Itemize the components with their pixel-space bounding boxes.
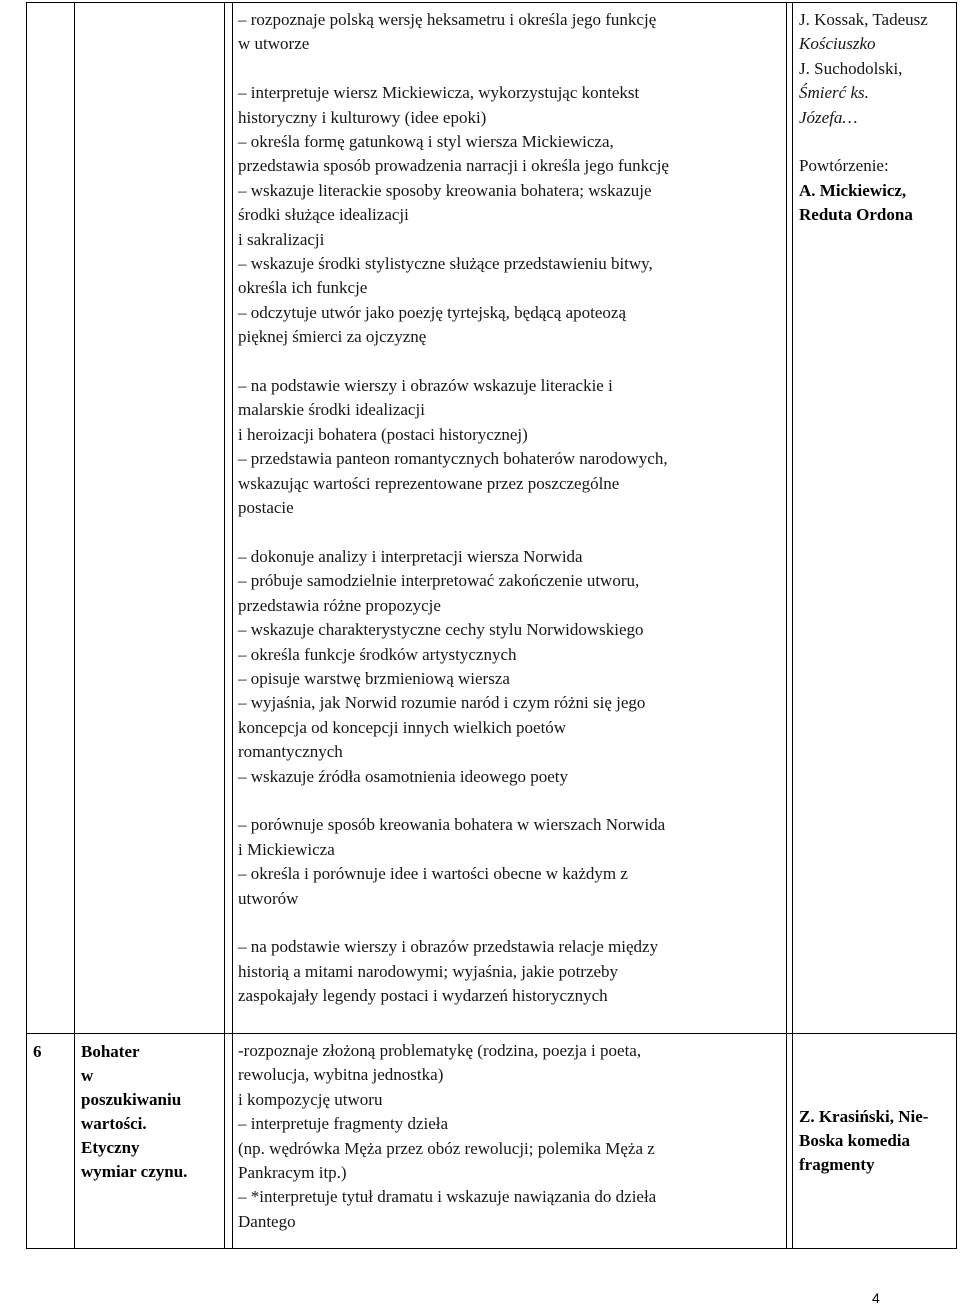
text-reference-title: Kościuszko bbox=[799, 34, 876, 54]
topic-line: w bbox=[81, 1065, 94, 1085]
learning-outcomes-cell bbox=[233, 1033, 787, 1248]
number-cell bbox=[27, 3, 75, 1034]
topic-line: poszukiwaniu bbox=[81, 1089, 182, 1109]
topic-line: wartości. bbox=[81, 1113, 147, 1133]
text-reference: J. Suchodolski, bbox=[799, 58, 903, 78]
text-reference: Z. Krasiński, Nie- bbox=[799, 1106, 929, 1126]
outcome-line: -rozpoznaje złożoną problematykę (rodzina, poezja i poeta, bbox=[238, 1040, 642, 1060]
outcome-line: romantycznych bbox=[238, 742, 343, 762]
outcome-line: – na podstawie wierszy i obrazów przedstawia relacje między bbox=[238, 937, 659, 957]
text-reference: Boska komedia bbox=[799, 1130, 910, 1150]
outcome-line: – odczytuje utwór jako poezję tyrtejską, będącą apoteozą bbox=[238, 302, 626, 322]
outcome-line: utworów bbox=[238, 888, 299, 908]
outcome-line: malarskie środki idealizacji bbox=[238, 400, 425, 420]
text-reference: fragmenty bbox=[799, 1154, 875, 1174]
outcome-line: – przedstawia panteon romantycznych bohaterów narodowych, bbox=[238, 449, 668, 469]
outcome-line: i heroizacji bohatera (postaci historycznej) bbox=[238, 424, 528, 444]
table-row bbox=[27, 1033, 957, 1248]
outcome-line: historyczny i kulturowy (idee epoki) bbox=[238, 107, 487, 127]
outcome-block bbox=[238, 935, 782, 1008]
outcome-line: rewolucja, wybitna jednostka) bbox=[238, 1065, 444, 1085]
outcome-line: koncepcja od koncepcji innych wielkich poetów bbox=[238, 717, 567, 737]
review-label: Powtórzenie: bbox=[799, 156, 889, 176]
outcome-line: – wskazuje charakterystyczne cechy stylu Norwidowskiego bbox=[238, 620, 644, 640]
outcome-line: postacie bbox=[238, 498, 294, 518]
outcome-line: – określa i porównuje idee i wartości obecne w każdym z bbox=[238, 864, 628, 884]
texts-cell bbox=[793, 1033, 957, 1248]
curriculum-table bbox=[26, 2, 957, 1249]
outcome-line: – na podstawie wierszy i obrazów wskazuje literackie i bbox=[238, 376, 613, 396]
topic-line: Etyczny bbox=[81, 1137, 140, 1157]
text-reference-title: Józefa… bbox=[799, 107, 858, 127]
gap-cell bbox=[225, 3, 233, 1034]
outcome-line: – wskazuje literackie sposoby kreowania bohatera; wskazuje bbox=[238, 180, 652, 200]
review-author: A. Mickiewicz, bbox=[799, 180, 907, 200]
lesson-number: 6 bbox=[33, 1041, 42, 1061]
outcome-line: pięknej śmierci za ojczyznę bbox=[238, 327, 427, 347]
outcome-line: – wyjaśnia, jak Norwid rozumie naród i czym różni się jego bbox=[238, 693, 646, 713]
outcome-line: – dokonuje analizy i interpretacji wiersza Norwida bbox=[238, 546, 583, 566]
outcome-line: zaspokajały legendy postaci i wydarzeń historycznych bbox=[238, 986, 608, 1006]
outcome-line: – określa formę gatunkową i styl wiersza Mickiewicza, bbox=[238, 132, 614, 152]
outcome-line: – wskazuje środki stylistyczne służące przedstawieniu bitwy, bbox=[238, 254, 653, 274]
outcome-block bbox=[238, 374, 782, 520]
outcome-line: – próbuje samodzielnie interpretować zakończenie utworu, bbox=[238, 571, 640, 591]
outcome-line: przedstawia różne propozycje bbox=[238, 595, 441, 615]
outcome-line: (np. wędrówka Męża przez obóz rewolucji; polemika Męża z bbox=[238, 1138, 655, 1158]
outcome-block bbox=[238, 8, 782, 57]
table-row bbox=[27, 3, 957, 1034]
page-number: 4 bbox=[872, 1290, 880, 1306]
outcome-line: – opisuje warstwę brzmieniową wiersza bbox=[238, 668, 510, 688]
outcome-block bbox=[238, 545, 782, 789]
review-title: Reduta Ordona bbox=[799, 205, 913, 225]
learning-outcomes-cell bbox=[233, 3, 787, 1034]
outcome-line: – określa funkcje środków artystycznych bbox=[238, 644, 517, 664]
outcome-line: – porównuje sposób kreowania bohatera w wierszach Norwida bbox=[238, 815, 666, 835]
outcome-line: i kompozycję utworu bbox=[238, 1089, 383, 1109]
outcome-block bbox=[238, 81, 782, 349]
outcome-line: Pankracym itp.) bbox=[238, 1163, 347, 1182]
outcome-line: w utworze bbox=[238, 34, 310, 54]
outcome-line: – rozpoznaje polską wersję heksametru i określa jego funkcję bbox=[238, 10, 657, 29]
topic-cell bbox=[75, 1033, 225, 1248]
topic-line: wymiar czynu. bbox=[81, 1161, 188, 1181]
outcome-line: – wskazuje źródła osamotnienia ideowego poety bbox=[238, 766, 568, 786]
gap-cell bbox=[225, 1033, 233, 1248]
topic-cell bbox=[75, 3, 225, 1034]
texts-cell bbox=[793, 3, 957, 1034]
spacer bbox=[799, 130, 954, 154]
outcome-line: środki służące idealizacji bbox=[238, 205, 409, 225]
outcome-line: przedstawia sposób prowadzenia narracji i określa jego funkcję bbox=[238, 156, 669, 176]
outcome-line: historią a mitami narodowymi; wyjaśnia, jakie potrzeby bbox=[238, 961, 619, 981]
outcome-line: – interpretuje wiersz Mickiewicza, wykorzystując kontekst bbox=[238, 83, 640, 103]
text-reference-title: Śmierć ks. bbox=[799, 83, 869, 103]
number-cell bbox=[27, 1033, 75, 1248]
text-reference: J. Kossak, Tadeusz bbox=[799, 10, 928, 29]
outcome-line: i Mickiewicza bbox=[238, 839, 335, 859]
outcome-line: i sakralizacji bbox=[238, 229, 325, 249]
outcome-line: – interpretuje fragmenty dzieła bbox=[238, 1114, 449, 1134]
outcome-line: Dantego bbox=[238, 1211, 296, 1231]
outcome-line: określa ich funkcje bbox=[238, 278, 368, 298]
outcome-line: wskazując wartości reprezentowane przez poszczególne bbox=[238, 473, 620, 493]
outcome-line: – *interpretuje tytuł dramatu i wskazuje nawiązania do dzieła bbox=[238, 1187, 657, 1207]
topic-line: Bohater bbox=[81, 1041, 140, 1061]
outcome-block bbox=[238, 813, 782, 911]
